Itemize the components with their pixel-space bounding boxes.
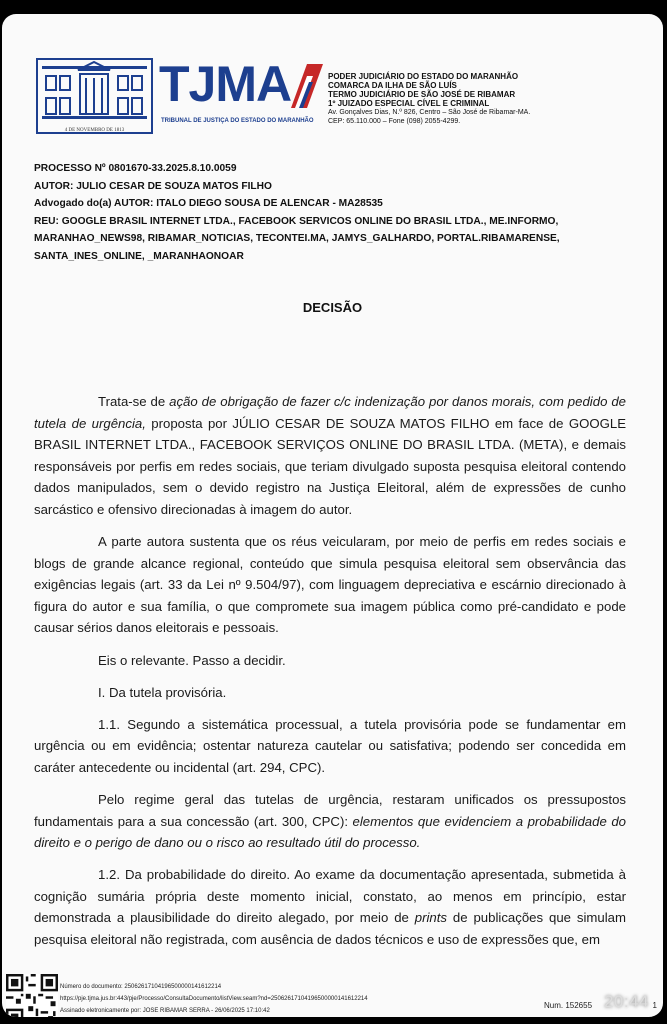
text-italic: ação de obrigação de fazer c/c indenização por danos morais, com pedido de tutela de urgência, <box>34 394 626 431</box>
paragraph: A parte autora sustenta que os réus veicularam, por meio de perfis em redes sociais e blogs de grande alcance regional, conteúdo que simula pesquisa eleitoral sem observância das exigências legais (art. 33 da Lei nº 9.504/97), com linguagem depreciativa e escárnio direcionado à figura do autor e sua família, o que compromete sua imagem pública como pré-candidato e pode causar sérios danos eleitorais e pessoais. <box>34 534 626 636</box>
document-title: DECISÃO <box>302 300 363 315</box>
text: proposta por JÚLIO CESAR DE SOUZA MATOS FILHO em face de GOOGLE BRASIL INTERNET LTDA., FACEBOOK SERVIÇOS ONLINE DO BRASIL LTDA. (META), e demais responsáveis por perfis em redes sociais, que teriam divulgado suposta pesquisa eleitoral contendo dados manipulados, sem o devido registro na Justiça Eleitoral, além de expressões de cunho sarcástico e ofensivo direcionadas à imagem do autor. <box>34 415 626 517</box>
text-italic: elementos que evidenciem a probabilidade do direito e o perigo de dano ou o risco ao resultado útil do processo. <box>34 813 626 851</box>
court-line: 1º JUIZADO ESPECIAL CÍVEL E CRIMINAL <box>328 99 490 108</box>
page-number: 1 <box>652 1001 657 1010</box>
court-line: COMARCA DA ILHA DE SÃO LUÍS <box>328 81 457 90</box>
paragraph: I. Da tutela provisória. <box>98 684 227 700</box>
text: 1.2. Da probabilidade do direito. Ao exame da documentação apresentada, submetida à cognição sumária própria deste momento inicial, constato, ao menos em princípio, estar demonstrada a plausibilidade do direito alegado, por meio de <box>34 867 626 926</box>
paragraph <box>34 391 626 521</box>
paragraph: 1.1. Segundo a sistemática processual, a tutela provisória pode se fundamentar em urgência ou em evidência; ostentar natureza cautelar ou satisfativa; podendo ser concedida em caráter antecedente ou incidental (art. 294, CPC). <box>34 716 626 775</box>
address-line: Av. Gonçalves Dias, N.º 826, Centro – São José de Ribamar-MA. <box>328 109 531 116</box>
process-author: AUTOR: JULIO CESAR DE SOUZA MATOS FILHO <box>34 180 272 192</box>
num-label: Num. 152655 <box>544 1001 593 1010</box>
tjma-logo <box>159 58 327 130</box>
court-line: PODER JUDICIÁRIO DO ESTADO DO MARANHÃO <box>328 72 519 81</box>
footer-text <box>60 981 368 1017</box>
process-lawyer: Advogado do(a) AUTOR: ITALO DIEGO SOUSA DE ALENCAR - MA28535 <box>34 198 383 209</box>
process-number: PROCESSO Nº 0801670-33.2025.8.10.0059 <box>34 163 237 174</box>
court-line: TERMO JUDICIÁRIO DE SÃO JOSÉ DE RIBAMAR <box>328 90 516 99</box>
status-clock: 20:44 <box>603 992 649 1011</box>
paragraph <box>34 864 626 950</box>
text-italic: prints <box>414 910 448 926</box>
flag-icon <box>287 64 323 108</box>
tjma-brand: TJMA <box>159 56 292 112</box>
text: de publicações que simulam pesquisa eleitoral não registrada, com ausência de dados técnicos e uso de expressões que, em <box>34 910 626 948</box>
text: Trata-se de <box>98 394 170 409</box>
doc-number: Número do documento: 25062617104196500000141612214 <box>60 984 222 990</box>
doc-url[interactable]: https://pje.tjma.jus.br:443/pje/Processo/ConsultaDocumento/listView.seam?nd=25062617104196500000141612214 <box>60 996 368 1002</box>
court-building-logo <box>36 58 153 134</box>
paragraph <box>34 789 626 854</box>
process-info <box>34 160 634 265</box>
logo-date: 4 DE NOVEMBRO DE 1813 <box>64 128 125 133</box>
process-reu-line: MARANHAO_NEWS98, RIBAMAR_NOTICIAS, TECONTEI.MA, JAMYS_GALHARDO, PORTAL.RIBAMARENSE, <box>34 233 560 244</box>
document-page <box>2 14 663 1017</box>
paragraph: Eis o relevante. Passo a decidir. <box>98 652 286 668</box>
tjma-subtitle: TRIBUNAL DE JUSTIÇA DO ESTADO DO MARANHÃO <box>161 118 314 124</box>
text: Pelo regime geral das tutelas de urgência, restaram unificados os pressupostos fundamentais para a sua concessão (art. 300, CPC): <box>34 792 626 829</box>
qr-code-icon <box>6 974 58 1017</box>
address-line: CEP: 65.110.000 – Fone (098) 2055-4299. <box>328 118 461 125</box>
document-footer <box>2 972 663 1017</box>
signed-by: Assinado eletronicamente por: JOSE RIBAMAR SERRA - 26/06/2025 17:10:42 <box>60 1008 270 1014</box>
process-reu-line: SANTA_INES_ONLINE, _MARANHAONOAR <box>34 250 244 262</box>
court-header <box>328 72 530 126</box>
decision-body <box>34 391 626 961</box>
process-reu-line: REU: GOOGLE BRASIL INTERNET LTDA., FACEBOOK SERVICOS ONLINE DO BRASIL LTDA., ME.INFORMO, <box>34 215 559 227</box>
